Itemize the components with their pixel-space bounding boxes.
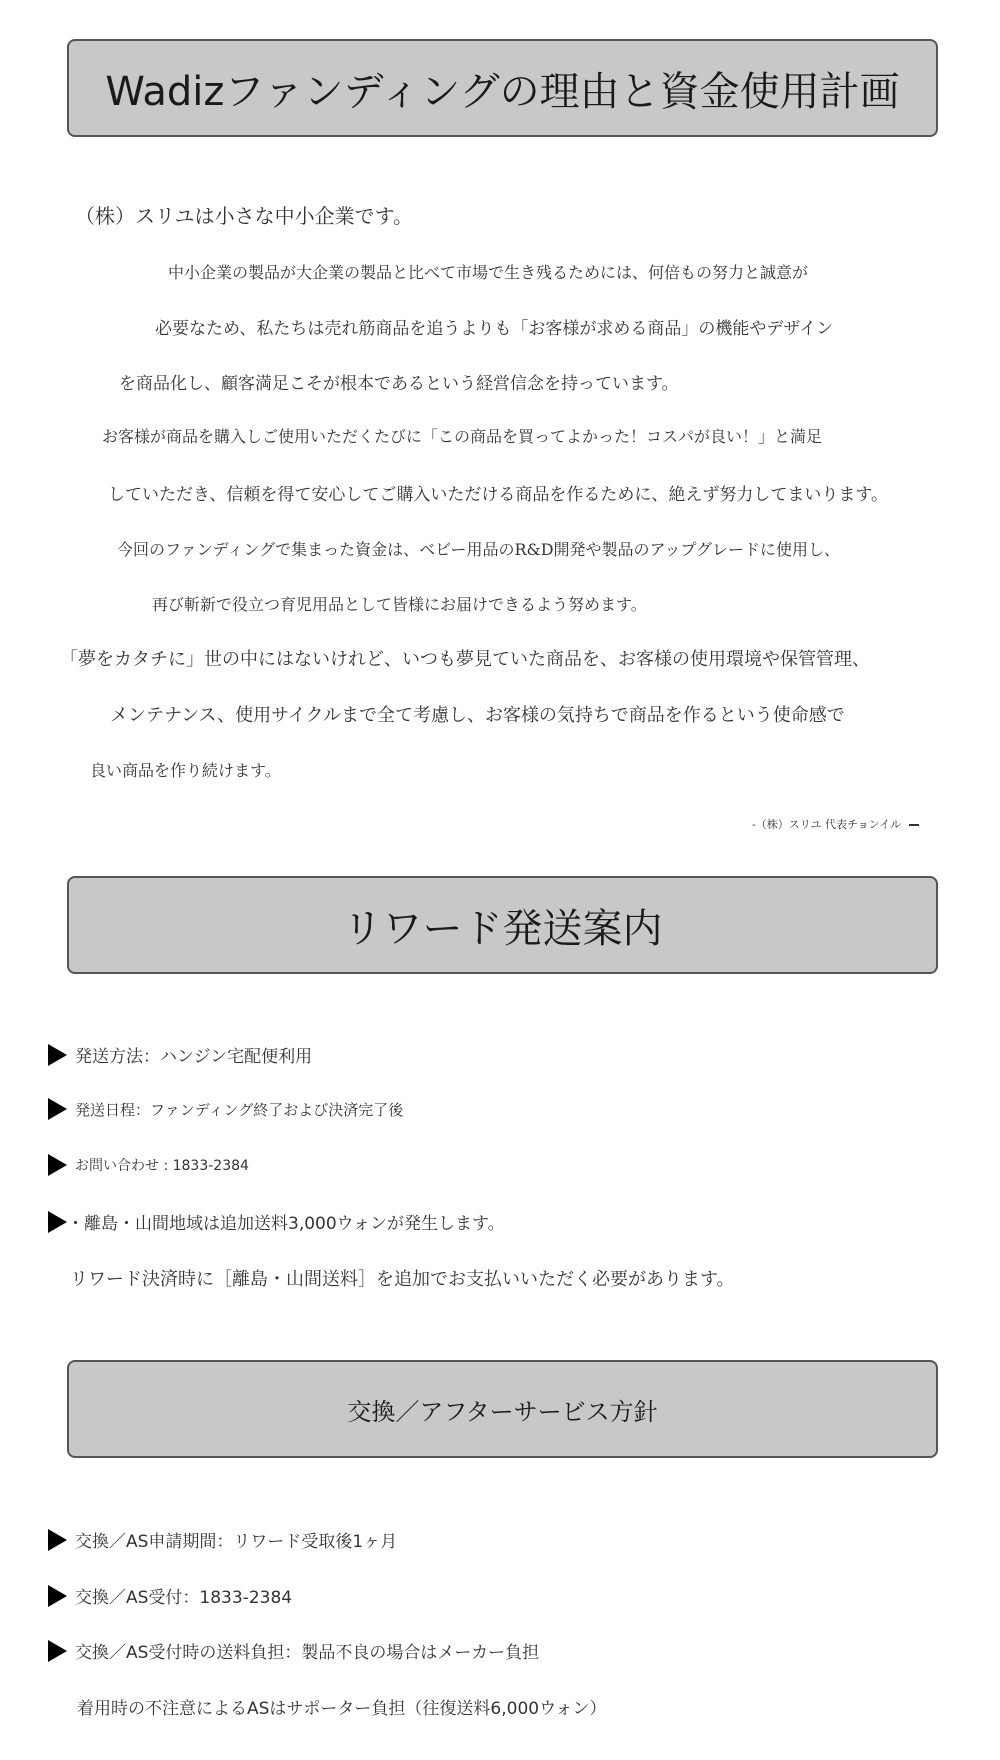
paragraph-line: 「夢をカタチに」世の中にはないけれど、いつも夢見ていた商品を、お客様の使用環境や保管管理、 [60, 649, 870, 670]
item-text: 発送日程：ファンディング終了および決済完了後 [75, 1100, 404, 1119]
section-title: Wadizファンディングの理由と資金使用計画 [105, 68, 900, 115]
paragraph-line: 中小企業の製品が大企業の製品と比べて市場で生き残るためには、何倍もの努力と誠意が [168, 263, 809, 282]
triangle-bullet-icon [48, 1640, 67, 1662]
item-text: 発送方法：ハンジン宅配便利用 [75, 1047, 313, 1067]
shipping-method-item [48, 1042, 312, 1067]
as-supporter-cost-note: 着用時の不注意によるASはサポーター負担（往復送料6,000ウォン） [77, 1699, 607, 1719]
remote-area-item [48, 1209, 505, 1234]
paragraph-line: 良い商品を作り続けます。 [90, 761, 281, 780]
triangle-bullet-icon [48, 1154, 67, 1176]
item-text: 交換／AS申請期間：リワード受取後1ヶ月 [75, 1532, 398, 1552]
section-title: 交換／アフターサービス方針 [347, 1397, 658, 1426]
paragraph-line: を商品化し、顧客満足こそが根本であるという経営信念を持っています。 [119, 374, 679, 394]
signature-text: -（株）スリユ 代表チョンイル [752, 818, 902, 831]
triangle-bullet-icon [48, 1098, 67, 1120]
contact-item [48, 1154, 249, 1176]
intro-text: （株）スリユは小さな中小企業です。 [75, 204, 413, 228]
paragraph-line: していただき、信頼を得て安心してご購入いただける商品を作るために、絶えず努力してまいります。 [108, 485, 888, 505]
paragraph-line: お客様が商品を購入しご使用いただくたびに「この商品を買ってよかった！コスパが良い！」と満足 [102, 427, 823, 446]
triangle-bullet-icon [48, 1585, 67, 1607]
as-period-item [48, 1527, 397, 1552]
item-text: ・離島・山間地域は追加送料3,000ウォンが発生します。 [67, 1214, 505, 1234]
section-header-exchange-as [67, 1360, 938, 1458]
item-text: お問い合わせ : 1833-2384 [75, 1158, 249, 1174]
paragraph-line: 今回のファンディングで集まった資金は、ベビー用品のR&D開発や製品のアップグレードに使用し、 [117, 540, 840, 559]
triangle-bullet-icon [48, 1529, 67, 1551]
item-text: 交換／AS受付：1833-2384 [75, 1588, 293, 1608]
triangle-bullet-icon [48, 1211, 67, 1233]
section-header-funding-reason [67, 39, 938, 137]
paragraph-line: 必要なため、私たちは売れ筋商品を追うよりも「お客様が求める商品」の機能やデザイン [155, 319, 834, 339]
item-text: 交換／AS受付時の送料負担：製品不良の場合はメーカー負担 [75, 1643, 540, 1663]
remote-area-note: リワード決済時に［離島・山間送料］を追加でお支払いいただく必要があります。 [70, 1269, 735, 1290]
paragraph-line: メンテナンス、使用サイクルまで全て考慮し、お客様の気持ちで商品を作るという使命感で [110, 705, 845, 726]
as-shipping-cost-item [48, 1638, 539, 1663]
section-title: リワード発送案内 [342, 905, 663, 952]
paragraph-line: 再び斬新で役立つ育児用品として皆様にお届けできるよう努めます。 [152, 595, 647, 614]
signature [752, 816, 919, 832]
section-header-reward-shipping [67, 876, 938, 974]
triangle-bullet-icon [48, 1044, 67, 1066]
as-contact-item [48, 1583, 292, 1608]
shipping-schedule-item [48, 1098, 403, 1120]
dash-mark [909, 824, 919, 826]
